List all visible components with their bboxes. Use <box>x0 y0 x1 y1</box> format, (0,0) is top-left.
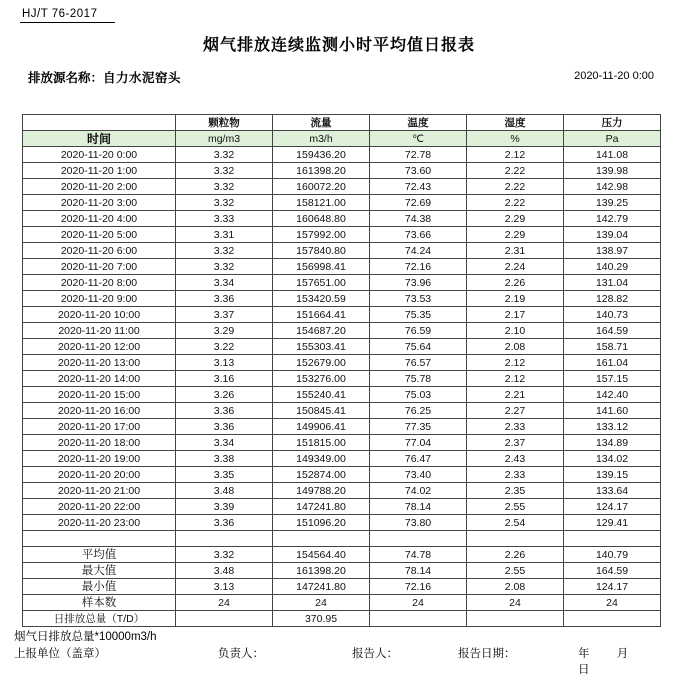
cell-value-4: 2.33 <box>467 467 564 483</box>
cell-value-3: 76.59 <box>370 323 467 339</box>
cell-value-2: 152679.00 <box>273 355 370 371</box>
summary-value-2: 24 <box>273 595 370 611</box>
column-header-1: 颗粒物 <box>176 115 273 131</box>
table-summary-row <box>23 547 661 563</box>
total-blank <box>370 611 467 627</box>
header-rule <box>20 22 115 23</box>
cell-value-3: 73.96 <box>370 275 467 291</box>
total-blank <box>176 611 273 627</box>
cell-value-1: 3.32 <box>176 147 273 163</box>
cell-value-5: 142.79 <box>564 211 661 227</box>
cell-value-2: 154687.20 <box>273 323 370 339</box>
cell-time: 2020-11-20 7:00 <box>23 259 176 275</box>
column-unit-4: % <box>467 131 564 147</box>
summary-value-5: 24 <box>564 595 661 611</box>
cell-value-1: 3.31 <box>176 227 273 243</box>
cell-value-2: 160072.20 <box>273 179 370 195</box>
total-label: 日排放总量（T/D） <box>23 611 176 627</box>
cell-time: 2020-11-20 9:00 <box>23 291 176 307</box>
table-header-units <box>23 131 661 147</box>
table-row <box>23 451 661 467</box>
cell-time: 2020-11-20 5:00 <box>23 227 176 243</box>
standard-code: HJ/T 76-2017 <box>22 8 98 20</box>
cell-value-1: 3.32 <box>176 179 273 195</box>
cell-value-2: 153420.59 <box>273 291 370 307</box>
cell-value-1: 3.38 <box>176 451 273 467</box>
cell-value-4: 2.26 <box>467 275 564 291</box>
cell-value-3: 75.35 <box>370 307 467 323</box>
cell-value-1: 3.32 <box>176 243 273 259</box>
cell-value-2: 156998.41 <box>273 259 370 275</box>
cell-value-1: 3.36 <box>176 515 273 531</box>
cell-value-2: 149788.20 <box>273 483 370 499</box>
table-total-row <box>23 611 661 627</box>
cell-value-3: 72.69 <box>370 195 467 211</box>
spacer-cell <box>370 531 467 547</box>
cell-value-5: 139.98 <box>564 163 661 179</box>
cell-value-5: 139.15 <box>564 467 661 483</box>
table-row <box>23 371 661 387</box>
cell-value-4: 2.37 <box>467 435 564 451</box>
cell-value-1: 3.36 <box>176 419 273 435</box>
footer-charge-person: 负责人： <box>218 648 264 660</box>
summary-value-3: 24 <box>370 595 467 611</box>
cell-value-4: 2.24 <box>467 259 564 275</box>
summary-value-1: 3.13 <box>176 579 273 595</box>
cell-value-4: 2.12 <box>467 371 564 387</box>
summary-value-2: 147241.80 <box>273 579 370 595</box>
cell-value-2: 153276.00 <box>273 371 370 387</box>
cell-time: 2020-11-20 19:00 <box>23 451 176 467</box>
cell-value-4: 2.43 <box>467 451 564 467</box>
cell-value-3: 75.03 <box>370 387 467 403</box>
cell-value-1: 3.32 <box>176 259 273 275</box>
cell-value-1: 3.13 <box>176 355 273 371</box>
header-corner-cell <box>23 115 176 131</box>
cell-time: 2020-11-20 12:00 <box>23 339 176 355</box>
cell-value-5: 140.29 <box>564 259 661 275</box>
cell-value-1: 3.33 <box>176 211 273 227</box>
summary-value-5: 164.59 <box>564 563 661 579</box>
total-blank <box>467 611 564 627</box>
cell-value-4: 2.27 <box>467 403 564 419</box>
cell-value-5: 131.04 <box>564 275 661 291</box>
cell-value-3: 78.14 <box>370 499 467 515</box>
summary-label: 最小值 <box>23 579 176 595</box>
table-row <box>23 499 661 515</box>
cell-value-3: 72.78 <box>370 147 467 163</box>
cell-value-2: 160648.80 <box>273 211 370 227</box>
cell-value-2: 159436.20 <box>273 147 370 163</box>
cell-time: 2020-11-20 16:00 <box>23 403 176 419</box>
cell-value-5: 134.02 <box>564 451 661 467</box>
table-row <box>23 179 661 195</box>
cell-value-4: 2.10 <box>467 323 564 339</box>
cell-value-4: 2.19 <box>467 291 564 307</box>
table-row <box>23 211 661 227</box>
cell-value-5: 134.89 <box>564 435 661 451</box>
spacer-cell <box>23 531 176 547</box>
cell-time: 2020-11-20 6:00 <box>23 243 176 259</box>
cell-time: 2020-11-20 11:00 <box>23 323 176 339</box>
cell-value-3: 74.38 <box>370 211 467 227</box>
table-summary-row <box>23 595 661 611</box>
table-row <box>23 419 661 435</box>
footer-ymd: 年 月 日 <box>578 648 641 676</box>
cell-value-2: 149349.00 <box>273 451 370 467</box>
cell-value-1: 3.37 <box>176 307 273 323</box>
cell-value-2: 155240.41 <box>273 387 370 403</box>
total-value: 370.95 <box>273 611 370 627</box>
cell-value-5: 140.73 <box>564 307 661 323</box>
table-row <box>23 163 661 179</box>
cell-value-5: 142.40 <box>564 387 661 403</box>
cell-value-2: 152874.00 <box>273 467 370 483</box>
spacer-cell <box>467 531 564 547</box>
cell-value-2: 151664.41 <box>273 307 370 323</box>
table-spacer-row <box>23 531 661 547</box>
cell-value-1: 3.32 <box>176 163 273 179</box>
column-unit-5: Pa <box>564 131 661 147</box>
summary-value-1: 24 <box>176 595 273 611</box>
cell-value-2: 150845.41 <box>273 403 370 419</box>
summary-value-1: 3.32 <box>176 547 273 563</box>
cell-time: 2020-11-20 3:00 <box>23 195 176 211</box>
cell-value-4: 2.22 <box>467 163 564 179</box>
cell-time: 2020-11-20 21:00 <box>23 483 176 499</box>
cell-value-1: 3.48 <box>176 483 273 499</box>
report-table <box>22 114 661 627</box>
cell-value-3: 77.04 <box>370 435 467 451</box>
cell-value-4: 2.35 <box>467 483 564 499</box>
column-unit-2: m3/h <box>273 131 370 147</box>
cell-value-5: 157.15 <box>564 371 661 387</box>
cell-value-2: 157840.80 <box>273 243 370 259</box>
cell-time: 2020-11-20 20:00 <box>23 467 176 483</box>
table-row <box>23 307 661 323</box>
cell-value-5: 164.59 <box>564 323 661 339</box>
cell-value-2: 151815.00 <box>273 435 370 451</box>
header-time-label: 时间 <box>23 131 176 147</box>
cell-value-4: 2.33 <box>467 419 564 435</box>
cell-time: 2020-11-20 13:00 <box>23 355 176 371</box>
summary-value-4: 24 <box>467 595 564 611</box>
column-header-4: 湿度 <box>467 115 564 131</box>
cell-value-2: 158121.00 <box>273 195 370 211</box>
cell-value-4: 2.08 <box>467 339 564 355</box>
column-header-5: 压力 <box>564 115 661 131</box>
cell-value-3: 76.57 <box>370 355 467 371</box>
cell-time: 2020-11-20 8:00 <box>23 275 176 291</box>
footer-report-date-label: 报告日期： <box>458 648 516 660</box>
table-row <box>23 339 661 355</box>
cell-value-3: 77.35 <box>370 419 467 435</box>
summary-value-5: 124.17 <box>564 579 661 595</box>
column-header-2: 流量 <box>273 115 370 131</box>
summary-value-2: 161398.20 <box>273 563 370 579</box>
cell-time: 2020-11-20 22:00 <box>23 499 176 515</box>
cell-time: 2020-11-20 10:00 <box>23 307 176 323</box>
cell-time: 2020-11-20 23:00 <box>23 515 176 531</box>
table-header-params <box>23 115 661 131</box>
cell-value-1: 3.16 <box>176 371 273 387</box>
cell-value-3: 75.78 <box>370 371 467 387</box>
cell-value-4: 2.31 <box>467 243 564 259</box>
table-row <box>23 467 661 483</box>
page-title: 烟气排放连续监测小时平均值日报表 <box>202 37 475 54</box>
table-row <box>23 195 661 211</box>
spacer-cell <box>564 531 661 547</box>
cell-value-2: 161398.20 <box>273 163 370 179</box>
table-row <box>23 259 661 275</box>
report-datetime: 2020-11-20 0:00 <box>574 70 654 82</box>
cell-time: 2020-11-20 17:00 <box>23 419 176 435</box>
spacer-cell <box>176 531 273 547</box>
cell-value-1: 3.32 <box>176 195 273 211</box>
cell-value-3: 72.16 <box>370 259 467 275</box>
cell-value-1: 3.36 <box>176 403 273 419</box>
cell-time: 2020-11-20 18:00 <box>23 435 176 451</box>
cell-value-1: 3.35 <box>176 467 273 483</box>
cell-value-1: 3.36 <box>176 291 273 307</box>
footer-reporter: 报告人： <box>352 648 398 660</box>
table-row <box>23 147 661 163</box>
cell-time: 2020-11-20 1:00 <box>23 163 176 179</box>
table-row <box>23 403 661 419</box>
cell-value-5: 138.97 <box>564 243 661 259</box>
summary-value-4: 2.55 <box>467 563 564 579</box>
summary-value-4: 2.26 <box>467 547 564 563</box>
cell-value-1: 3.34 <box>176 275 273 291</box>
cell-value-3: 75.64 <box>370 339 467 355</box>
table-row <box>23 323 661 339</box>
cell-value-3: 74.02 <box>370 483 467 499</box>
cell-time: 2020-11-20 4:00 <box>23 211 176 227</box>
table-row <box>23 355 661 371</box>
cell-value-3: 73.66 <box>370 227 467 243</box>
table-summary-row <box>23 563 661 579</box>
cell-value-2: 149906.41 <box>273 419 370 435</box>
cell-value-3: 74.24 <box>370 243 467 259</box>
column-unit-3: ℃ <box>370 131 467 147</box>
cell-value-4: 2.17 <box>467 307 564 323</box>
cell-value-4: 2.12 <box>467 355 564 371</box>
footer-note: 烟气日排放总量*10000m3/h <box>14 631 157 643</box>
table-row <box>23 291 661 307</box>
cell-time: 2020-11-20 14:00 <box>23 371 176 387</box>
table-row <box>23 227 661 243</box>
summary-value-3: 72.16 <box>370 579 467 595</box>
cell-value-1: 3.22 <box>176 339 273 355</box>
cell-value-1: 3.26 <box>176 387 273 403</box>
table-row <box>23 483 661 499</box>
total-blank <box>564 611 661 627</box>
cell-value-5: 133.12 <box>564 419 661 435</box>
cell-value-2: 157651.00 <box>273 275 370 291</box>
summary-value-4: 2.08 <box>467 579 564 595</box>
cell-time: 2020-11-20 0:00 <box>23 147 176 163</box>
table-row <box>23 243 661 259</box>
cell-time: 2020-11-20 2:00 <box>23 179 176 195</box>
column-unit-1: mg/m3 <box>176 131 273 147</box>
cell-value-5: 142.98 <box>564 179 661 195</box>
source-label: 排放源名称： <box>28 71 104 85</box>
cell-time: 2020-11-20 15:00 <box>23 387 176 403</box>
cell-value-2: 155303.41 <box>273 339 370 355</box>
table-row <box>23 435 661 451</box>
cell-value-1: 3.34 <box>176 435 273 451</box>
summary-value-1: 3.48 <box>176 563 273 579</box>
cell-value-5: 161.04 <box>564 355 661 371</box>
cell-value-4: 2.12 <box>467 147 564 163</box>
cell-value-5: 158.71 <box>564 339 661 355</box>
cell-value-4: 2.29 <box>467 227 564 243</box>
summary-label: 最大值 <box>23 563 176 579</box>
spacer-cell <box>273 531 370 547</box>
cell-value-3: 73.60 <box>370 163 467 179</box>
cell-value-5: 128.82 <box>564 291 661 307</box>
cell-value-2: 147241.80 <box>273 499 370 515</box>
summary-value-2: 154564.40 <box>273 547 370 563</box>
column-header-3: 温度 <box>370 115 467 131</box>
summary-label: 平均值 <box>23 547 176 563</box>
cell-value-4: 2.29 <box>467 211 564 227</box>
cell-value-3: 72.43 <box>370 179 467 195</box>
table-row <box>23 387 661 403</box>
cell-value-3: 76.25 <box>370 403 467 419</box>
cell-value-5: 141.60 <box>564 403 661 419</box>
summary-value-5: 140.79 <box>564 547 661 563</box>
cell-value-5: 141.08 <box>564 147 661 163</box>
summary-label: 样本数 <box>23 595 176 611</box>
cell-value-4: 2.55 <box>467 499 564 515</box>
cell-value-2: 157992.00 <box>273 227 370 243</box>
cell-value-4: 2.21 <box>467 387 564 403</box>
source-value: 自力水泥窑头 <box>103 71 182 85</box>
cell-value-3: 73.40 <box>370 467 467 483</box>
summary-value-3: 74.78 <box>370 547 467 563</box>
summary-value-3: 78.14 <box>370 563 467 579</box>
cell-value-5: 124.17 <box>564 499 661 515</box>
cell-value-1: 3.29 <box>176 323 273 339</box>
footer-unit-seal: 上报单位（盖章） <box>14 648 106 660</box>
cell-value-1: 3.39 <box>176 499 273 515</box>
table-summary-row <box>23 579 661 595</box>
cell-value-5: 139.25 <box>564 195 661 211</box>
cell-value-3: 73.80 <box>370 515 467 531</box>
cell-value-4: 2.22 <box>467 179 564 195</box>
cell-value-2: 151096.20 <box>273 515 370 531</box>
table-row <box>23 515 661 531</box>
cell-value-3: 73.53 <box>370 291 467 307</box>
cell-value-3: 76.47 <box>370 451 467 467</box>
table-row <box>23 275 661 291</box>
cell-value-5: 133.64 <box>564 483 661 499</box>
cell-value-5: 129.41 <box>564 515 661 531</box>
cell-value-5: 139.04 <box>564 227 661 243</box>
cell-value-4: 2.22 <box>467 195 564 211</box>
cell-value-4: 2.54 <box>467 515 564 531</box>
